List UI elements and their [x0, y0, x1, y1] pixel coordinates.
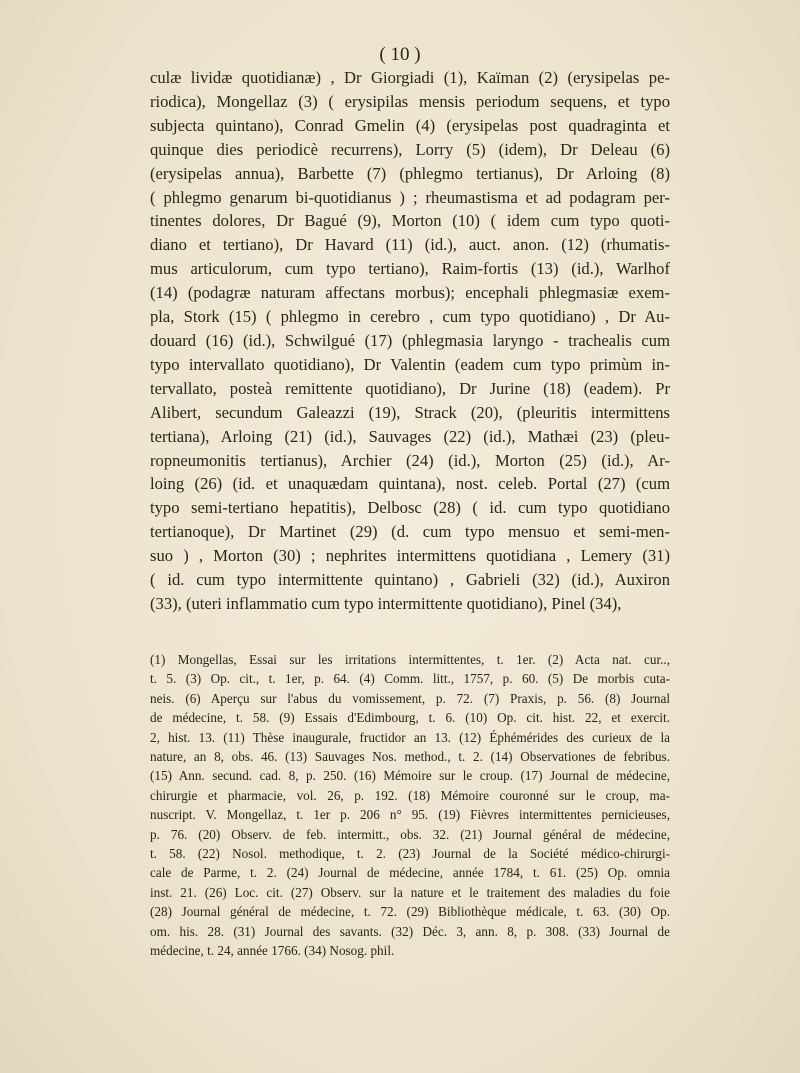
- main-text-block: [150, 66, 670, 616]
- footnote-line: t. 58. (22) Nosol. methodique, t. 2. (23) Journal de la Société médico-chirurgi-: [150, 846, 670, 862]
- page-number: ( 10 ): [379, 44, 421, 65]
- body-text-line: pla, Stork (15) ( phlegmo in cerebro , cum typo quotidiano) , Dr Au-: [150, 307, 670, 327]
- body-text-line: mus articulorum, cum typo tertiano), Raim-fortis (13) (id.), Warlhof: [150, 259, 670, 279]
- body-text-line: (14) (podagræ naturam affectans morbus); encephali phlegmasiæ exem-: [150, 283, 670, 303]
- body-text-line: Alibert, secundum Galeazzi (19), Strack (20), (pleuritis intermittens: [150, 402, 670, 422]
- footnote-line: t. 5. (3) Op. cit., t. 1er, p. 64. (4) Comm. litt., 1757, p. 60. (5) De morbis cuta-: [150, 671, 670, 687]
- body-text-line: tertianoque), Dr Martinet (29) (d. cum typo mensuo et semi-men-: [150, 522, 670, 542]
- body-text-line: (33), (uteri inflammatio cum typo intermittente quotidiano), Pinel (34),: [150, 593, 622, 613]
- footnote-line: nuscript. V. Mongellaz, t. 1er p. 206 n° 95. (19) Fièvres intermittentes pernicieuses,: [150, 807, 670, 823]
- body-text-line: douard (16) (id.), Schwilgué (17) (phlegmasia laryngo - trachealis cum: [150, 330, 670, 350]
- footnote-line: om. his. 28. (31) Journal des savants. (32) Déc. 3, ann. 8, p. 308. (33) Journal de: [150, 923, 670, 939]
- footnote-line: cale de Parme, t. 2. (24) Journal de médecine, année 1784, t. 61. (25) Op. omnia: [150, 865, 670, 881]
- footnote-line: chirurgie et pharmacie, vol. 26, p. 192. (18) Mémoire couronné sur le croup, ma-: [150, 787, 670, 803]
- body-text-line: typo semi-tertiano hepatitis), Delbosc (28) ( id. cum typo quotidiano: [150, 498, 670, 518]
- footnote-line: inst. 21. (26) Loc. cit. (27) Observ. sur la nature et le traitement des maladies du foie: [150, 884, 670, 900]
- body-text-line: diano et tertiano), Dr Havard (11) (id.), auct. anon. (12) (rhumatis-: [150, 235, 670, 255]
- footnote-line: 2, hist. 13. (11) Thèse inaugurale, fructidor an 13. (12) Éphémérides des curieux de la: [150, 729, 670, 745]
- footnote-line: nature, an 8, obs. 46. (13) Sauvages Nos. method., t. 2. (14) Observationes de febribus.: [150, 749, 670, 765]
- body-text-line: culæ lividæ quotidianæ) , Dr Giorgiadi (1), Kaïman (2) (erysipelas pe-: [150, 68, 670, 87]
- footnote-line: (15) Ann. secund. cad. 8, p. 250. (16) Mémoire sur le croup. (17) Journal de médecine,: [150, 768, 670, 784]
- footnote-line: (1) Mongellas, Essai sur les irritations intermittentes, t. 1er. (2) Acta nat. cur..,: [150, 652, 670, 667]
- body-text-line: tinentes dolores, Dr Bagué (9), Morton (10) ( idem cum typo quoti-: [150, 211, 670, 231]
- body-text-line: typo intervallato quotidiano), Dr Valentin (eadem cum typo primùm in-: [150, 354, 670, 374]
- body-text-line: ( phlegmo genarum bi-quotidianus ) ; rheumastisma et ad podagram per-: [150, 187, 670, 207]
- body-text-line: ropneumonitis tertianus), Archier (24) (id.), Morton (25) (id.), Ar-: [150, 450, 670, 470]
- footnote-line: neis. (6) Aperçu sur l'abus du vomissement, p. 72. (7) Praxis, p. 56. (8) Journal: [150, 690, 670, 706]
- body-text-line: loing (26) (id. et unaquædam quintana), nost. celeb. Portal (27) (cum: [150, 474, 670, 494]
- body-text-line: subjecta quintano), Conrad Gmelin (4) (erysipelas post quadraginta et: [150, 115, 670, 135]
- footnote-line: (28) Journal général de médecine, t. 72. (29) Bibliothèque médicale, t. 63. (30) Op.: [150, 904, 670, 920]
- footnote-line: p. 76. (20) Observ. de feb. intermitt., obs. 32. (21) Journal général de médecine,: [150, 826, 670, 842]
- body-text-line: quinque dies periodicè recurrens), Lorry (5) (idem), Dr Deleau (6): [150, 139, 670, 159]
- body-text-line: (erysipelas annua), Barbette (7) (phlegmo tertianus), Dr Arloing (8): [150, 163, 670, 183]
- footnote-line: médecine, t. 24, année 1766. (34) Nosog. phil.: [150, 943, 395, 959]
- footnote-line: de médecine, t. 58. (9) Essais d'Edimbourg, t. 6. (10) Op. cit. hist. 22, et exercit.: [150, 710, 670, 726]
- body-text-line: tertiana), Arloing (21) (id.), Sauvages (22) (id.), Mathæi (23) (pleu-: [150, 426, 670, 446]
- body-text-line: riodica), Mongellaz (3) ( erysipilas mensis periodum sequens, et typo: [150, 91, 670, 111]
- body-text-line: ( id. cum typo intermittente quintano) , Gabrieli (32) (id.), Auxiron: [150, 570, 670, 590]
- body-text-line: suo ) , Morton (30) ; nephrites intermittens quotidiana , Lemery (31): [150, 546, 670, 566]
- footnotes-block: [150, 650, 670, 961]
- body-text-line: tervallato, posteà remittente quotidiano), Dr Jurine (18) (eadem). Pr: [150, 378, 670, 398]
